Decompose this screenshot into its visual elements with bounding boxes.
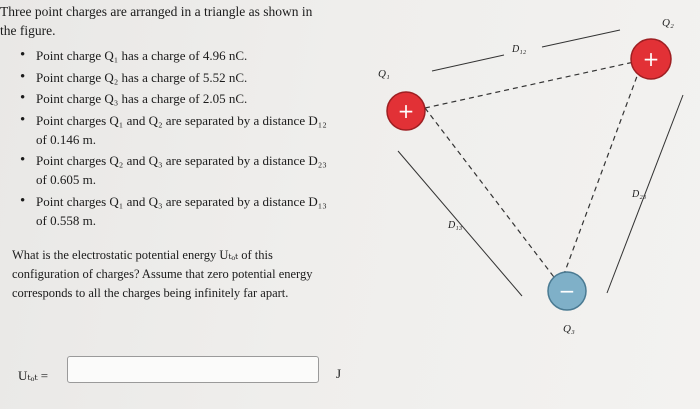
label-d13: D₁₃ — [448, 220, 463, 231]
fact-d13-distance: • Point charges Q₁ and Q₃ are separated by a distance D₁₃ of 0.558 m. — [16, 192, 336, 230]
fact-d23-distance: • Point charges Q₂ and Q₃ are separated by a distance D₂₃ of 0.605 m. — [16, 151, 336, 189]
answer-unit: J — [336, 366, 342, 381]
fact-q3-charge: • Point charge Q₃ has a charge of 2.05 nC. — [16, 89, 336, 108]
dimension-line-d12-left — [432, 55, 504, 71]
charge-q1 — [387, 92, 425, 130]
side-q1-q3 — [425, 108, 560, 285]
problem-intro: Three point charges are arranged in a triangle as shown in the figure. — [0, 4, 313, 38]
side-q2-q3 — [560, 60, 643, 285]
answer-input[interactable] — [67, 356, 319, 383]
answer-label: Uₜₒₜ = — [18, 368, 49, 383]
label-q3: Q₃ — [563, 323, 575, 335]
q2-sign: + — [642, 47, 660, 71]
fact-d12-distance: • Point charges Q₁ and Q₂ are separated by a distance D₁₂ of 0.146 m. — [16, 111, 336, 149]
q1-sign: + — [397, 99, 415, 123]
charge-q2 — [631, 39, 671, 79]
label-d23: D₂₃ — [632, 189, 647, 200]
question-text: What is the electrostatic potential energy Uₜₒₜ of this configuration of charges? Assume that zero potential energy corresponds to all the charges being infinitely far apart. — [12, 248, 313, 300]
q3-sign: − — [558, 279, 576, 303]
fact-q2-charge: • Point charge Q₂ has a charge of 5.52 nC. — [16, 68, 336, 87]
fact-q1-charge: • Point charge Q₁ has a charge of 4.96 nC. — [16, 46, 336, 65]
label-q2: Q₂ — [662, 17, 674, 29]
label-d12: D₁₂ — [512, 44, 527, 55]
charge-triangle-figure — [340, 0, 700, 409]
charge-q3 — [548, 272, 586, 310]
side-q1-q2 — [425, 60, 643, 108]
label-q1: Q₁ — [378, 68, 390, 80]
charge-facts-list — [16, 46, 336, 232]
dimension-line-d12-right — [542, 30, 620, 47]
